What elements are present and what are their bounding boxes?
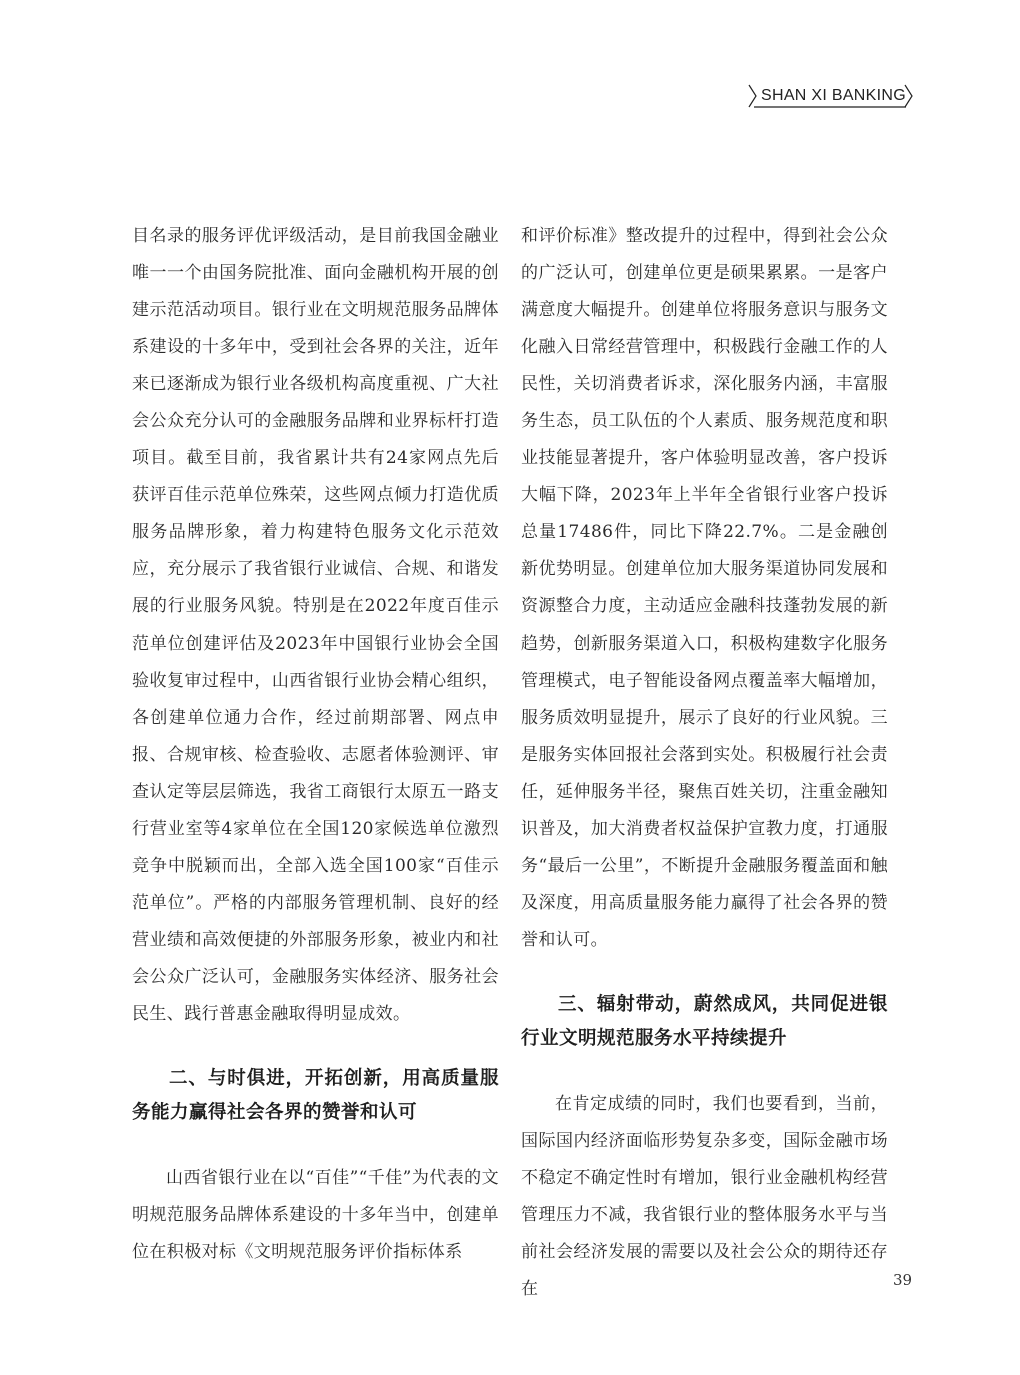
right-paragraph-2: 在肯定成绩的同时，我们也要看到，当前，国际国内经济面临形势复杂多变，国际金融市场不稳定不确定性时有增加，银行业金融机构经营管理压力不减，我省银行业的整体服务水平与当前社会经济发展的需要以及社会公众的期待还存在 [521, 1093, 888, 1300]
right-paragraph-1: 和评价标准》整改提升的过程中，得到社会公众的广泛认可，创建单位更是硕果累累。一是客户满意度大幅提升。创建单位将服务意识与服务文化融入日常经营管理中，积极践行金融工作的人民性，关切消费者诉求，深化服务内涵，丰富服务生态，员工队伍的个人素质、服务规范度和职业技能显著提升，客户体验明显改善，客户投诉大幅下降，2023年上半年全省银行业客户投诉总量17486件，同比下降22.7%。二是金融创新优势明显。创建单位加大服务渠道协同发展和资源整合力度，主动适应金融科技蓬勃发展的新趋势，创新服务渠道入口，积极构建数字化服务管理模式，电子智能设备网点覆盖率大幅增加，服务质效明显提升，展示了良好的行业风貌。三是服务实体回报社会落到实处。积极履行社会责任，延伸服务半径，聚焦百姓关切，注重金融知识普及，加大消费者权益保护宣教力度，打通服务“最后一公里”，不断提升金融服务覆盖面和触及深度，用高质量服务能力赢得了社会各界的赞誉和认可。 [521, 226, 888, 950]
page-number: 39 [893, 1271, 913, 1289]
section-heading-2: 二、与时俱进，开拓创新，用高质量服务能力赢得社会各界的赞誉和认可 [132, 1068, 499, 1124]
right-column [521, 218, 888, 1308]
section-heading-3: 三、辐射带动，蔚然成风，共同促进银行业文明规范服务水平持续提升 [521, 993, 888, 1049]
running-header-title: SHAN XI BANKING [761, 87, 906, 104]
running-header [747, 83, 913, 109]
left-paragraph-1: 目名录的服务评优评级活动，是目前我国金融业唯一一个由国务院批准、面向金融机构开展的创建示范活动项目。银行业在文明规范服务品牌体系建设的十多年中，受到社会各界的关注，近年来已逐渐成为银行业各级机构高度重视、广大社会公众充分认可的金融服务品牌和业界标杆打造项目。截至目前，我省累计共有24家网点先后获评百佳示范单位殊荣，这些网点倾力打造优质服务品牌形象，着力构建特色服务文化示范效应，充分展示了我省银行业诚信、合规、和谐发展的行业服务风貌。特别是在2022年度百佳示范单位创建评估及2023年中国银行业协会全国验收复审过程中，山西省银行业协会精心组织，各创建单位通力合作，经过前期部署、网点申报、合规审核、检查验收、志愿者体验测评、审查认定等层层筛选，我省工商银行太原五一路支行营业室等4家单位在全国120家候选单位激烈竞争中脱颖而出，全部入选全国100家“百佳示范单位”。严格的内部服务管理机制、良好的经营业绩和高效便捷的外部服务形象，被业内和社会公众广泛认可，金融服务实体经济、服务社会民生、践行普惠金融取得明显成效。 [132, 226, 499, 1024]
left-paragraph-2: 山西省银行业在以“百佳”“千佳”为代表的文明规范服务品牌体系建设的十多年当中，创建单位在积极对标《文明规范服务评价指标体系 [132, 1168, 499, 1263]
left-column [132, 218, 499, 1271]
